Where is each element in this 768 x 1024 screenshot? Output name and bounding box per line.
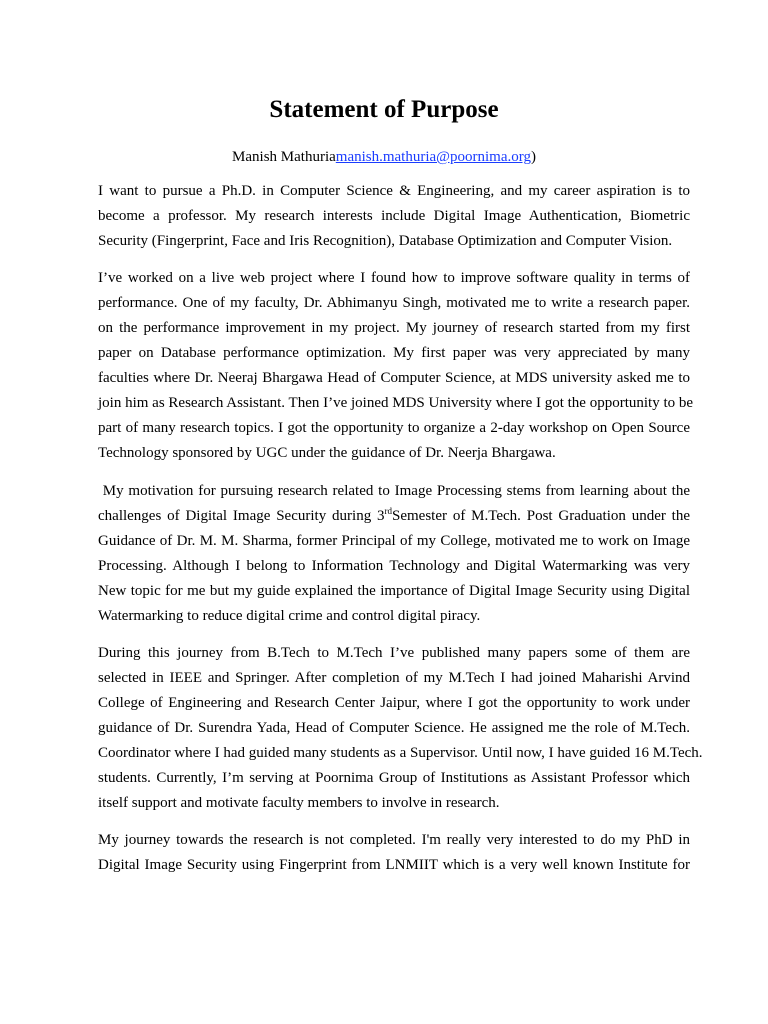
paragraph-line: itself support and motivate faculty members to involve in research. — [98, 795, 500, 811]
paragraph-motivation — [98, 479, 690, 629]
paragraph-line: College of Engineering and Research Center Jaipur, where I got the opportunity to work under — [98, 695, 690, 711]
document-title: Statement of Purpose — [269, 96, 499, 123]
line-text: challenges of Digital Image Security during 3 — [98, 508, 385, 524]
author-name: Manish Mathuria — [232, 149, 336, 165]
paragraph-line: New topic for me but my guide explained the importance of Digital Image Security using Digital — [98, 583, 690, 599]
paragraph-line: become a professor. My research interests include Digital Image Authentication, Biometric — [98, 208, 690, 224]
paragraph-line: During this journey from B.Tech to M.Tech I’ve published many papers some of them are — [98, 645, 690, 661]
paragraph-line: Processing. Although I belong to Information Technology and Digital Watermarking was very — [98, 558, 690, 574]
paragraph-line: paper on Database performance optimization. My first paper was very appreciated by many — [98, 345, 690, 361]
author-line — [0, 146, 768, 168]
paragraph-line: performance. One of my faculty, Dr. Abhimanyu Singh, motivated me to write a research paper. — [98, 295, 690, 311]
paragraph-research-experience — [98, 266, 694, 466]
paragraph-line: Digital Image Security using Fingerprint from LNMIIT which is a very well known Institute for — [98, 857, 690, 873]
paragraph-line: My journey towards the research is not completed. I'm really very interested to do my PhD in — [98, 832, 690, 848]
paragraph-line: Coordinator where I had guided many students as a Supervisor. Until now, I have guided 16 M.Tech. — [98, 745, 703, 761]
paragraph-career-aspiration — [98, 179, 690, 254]
paragraph-line: Guidance of Dr. M. M. Sharma, former Principal of my College, motivated me to work on Image — [98, 533, 690, 549]
paragraph-line: I’ve worked on a live web project where I found how to improve software quality in terms of — [98, 270, 690, 286]
paragraph-line: join him as Research Assistant. Then I’ve joined MDS University where I got the opportunity to be — [98, 395, 694, 411]
paragraph-line: students. Currently, I’m serving at Poornima Group of Institutions as Assistant Professor which — [98, 770, 690, 786]
author-email-close: ) — [530, 149, 536, 165]
paragraph-line: part of many research topics. I got the opportunity to organize a 2-day workshop on Open Source — [98, 420, 690, 436]
author-email-link[interactable]: manish.mathuria@poornima.org — [335, 149, 531, 165]
line-text: Semester of M.Tech. Post Graduation under the — [392, 508, 690, 524]
ordinal-superscript: rd — [384, 506, 393, 516]
paragraph-line: Security (Fingerprint, Face and Iris Recognition), Database Optimization and Computer Vision. — [98, 233, 673, 249]
paragraph-career-journey — [98, 641, 703, 816]
paragraph-line: Technology sponsored by UGC under the guidance of Dr. Neerja Bhargawa. — [98, 445, 556, 461]
paragraph-line: selected in IEEE and Springer. After completion of my M.Tech I had joined Maharishi Arvind — [98, 670, 690, 686]
paragraph-phd-interest — [98, 828, 690, 878]
paragraph-line — [98, 504, 690, 529]
paragraph-line: on the performance improvement in my project. My journey of research started from my first — [98, 320, 690, 336]
paragraph-line: faculties where Dr. Neeraj Bhargawa Head of Computer Science, at MDS university asked me to — [98, 370, 690, 386]
paragraph-line: My motivation for pursuing research related to Image Processing stems from learning about the — [98, 483, 690, 499]
paragraph-line: I want to pursue a Ph.D. in Computer Science & Engineering, and my career aspiration is to — [98, 183, 690, 199]
paragraph-line: guidance of Dr. Surendra Yada, Head of Computer Science. He assigned me the role of M.Tech. — [98, 720, 690, 736]
paragraph-line: Watermarking to reduce digital crime and control digital piracy. — [98, 608, 481, 624]
